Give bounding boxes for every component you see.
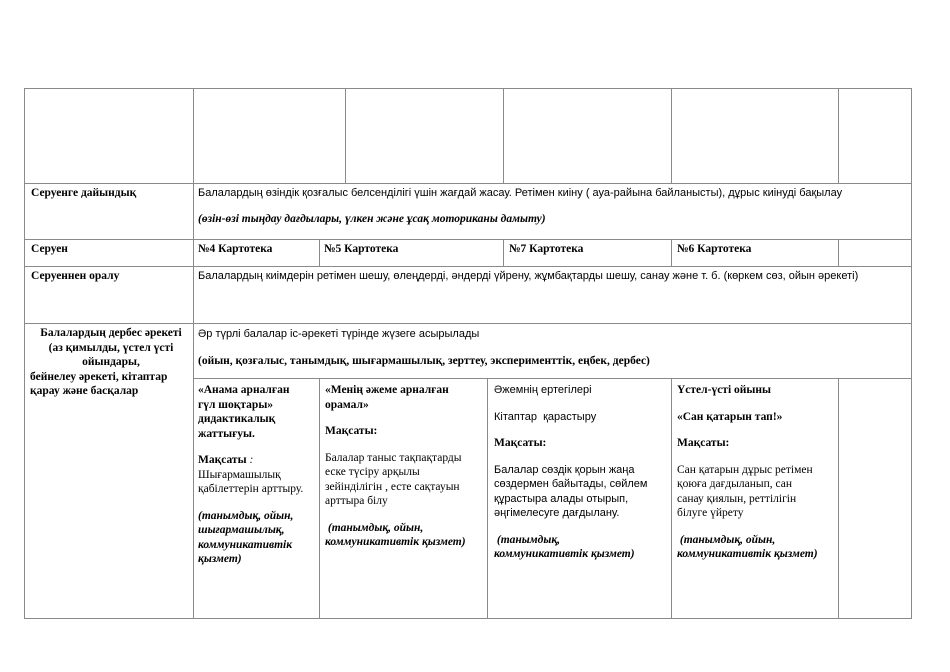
goal-line: сөздермен байытады, сөйлем — [494, 478, 648, 490]
row-divider — [24, 183, 912, 184]
tags-line: коммуникативтік қызмет) — [325, 536, 466, 548]
column-divider — [671, 239, 672, 267]
column-divider — [319, 378, 320, 619]
activity-card-3 — [494, 383, 669, 562]
activity-subtitle: Кітаптар қарастыру — [494, 410, 597, 423]
column-divider — [503, 239, 504, 267]
activity-title-line: «Анама арналған — [198, 384, 290, 396]
row-divider — [24, 323, 912, 324]
goal-line: зейінділігін , есте сақтауын — [325, 480, 460, 493]
independent-label-line: ойындары, — [82, 356, 140, 368]
independent-label — [30, 326, 192, 399]
column-divider — [193, 88, 194, 619]
walk-card-2: №5 Картотека — [324, 243, 399, 255]
activity-card-2 — [325, 383, 485, 550]
column-divider — [487, 378, 488, 619]
tags-line: коммуникативтік қызмет) — [677, 548, 818, 560]
goal-line: санау қиялын, реттілігін — [677, 492, 797, 505]
row-divider — [24, 266, 912, 267]
column-divider — [838, 239, 839, 267]
column-divider — [503, 88, 504, 184]
activity-title-line: гүл шоқтары» — [198, 398, 274, 411]
goal-line: Шығармашылық — [198, 468, 281, 481]
preparation-label: Серуенге дайындық — [31, 187, 137, 199]
goal-line: қоюға дағдыланып, сан — [677, 478, 793, 490]
preparation-text: Балалардың өзіндік қозғалыс белсенділігі үшін жағдай жасау. Ретімен киіну ( ауа-райына байланысты), дұрыс киінуді бақылау — [198, 187, 843, 199]
table-border-bottom — [24, 618, 912, 619]
activity-goal-heading — [198, 453, 316, 468]
table-border-right — [911, 88, 912, 619]
tags-line: (танымдық, — [494, 533, 561, 546]
activity-title-line: жаттығуы. — [198, 427, 255, 440]
tags-line: шығармашылық, — [198, 524, 285, 536]
independent-types: (ойын, қозғалыс, танымдық, шығармашылық, зерттеу, эксперименттік, еңбек, дербес) — [198, 355, 650, 367]
independent-label-line: Балалардың дербес әрекеті — [40, 327, 182, 339]
activity-title: Үстел-үсті ойыны — [677, 384, 771, 396]
goal-line: білуге үйрету — [677, 507, 744, 519]
tags-line: (танымдық, ойын, — [677, 533, 776, 546]
activity-title-line: дидактикалық — [198, 413, 276, 425]
column-divider — [838, 378, 839, 619]
column-divider — [671, 378, 672, 619]
goal-label: Мақсаты: — [325, 425, 378, 437]
row-divider — [193, 378, 912, 379]
activity-title-line: «Менің әжеме арналған — [325, 384, 449, 396]
walk-card-1: №4 Картотека — [198, 243, 273, 255]
independent-label-line: (аз қимылды, үстел үсті — [48, 341, 174, 354]
walk-label: Серуен — [31, 243, 68, 255]
activity-card-4 — [677, 383, 837, 562]
column-divider — [838, 88, 839, 184]
return-text: Балалардың киімдерін ретімен шешу, өлеңдерді, әндерді үйрену, жұмбақтарды шешу, санау және т. б. (көркем сөз, ойын әрекеті) — [198, 270, 859, 282]
goal-line: арттыра білу — [325, 495, 388, 507]
tags-line: коммуникативтік — [198, 538, 293, 551]
tags-line: қызмет) — [198, 553, 242, 565]
goal-line: әңгімелесуге дағдылану. — [494, 507, 620, 519]
goal-line: құрастыра алады отырып, — [494, 492, 629, 505]
activity-title: Әжемнің ертегілері — [494, 384, 592, 396]
walk-card-4: №6 Картотека — [677, 243, 752, 255]
column-divider — [345, 88, 346, 184]
goal-label: Мақсаты — [198, 454, 247, 466]
tags-line: коммуникативтік қызмет) — [494, 548, 635, 560]
goal-line: Балалар таныс тақпақтарды — [325, 451, 462, 464]
goal-line: Балалар сөздік қорын жаңа — [494, 463, 635, 476]
walk-card-3: №7 Картотека — [509, 243, 584, 255]
table-border-top — [24, 88, 912, 89]
column-divider — [319, 239, 320, 267]
return-label: Серуеннен оралу — [31, 270, 120, 282]
goal-line: еске түсіру арқылы — [325, 466, 420, 478]
goal-colon: : — [246, 454, 254, 466]
independent-label-line: бейнелеу әрекеті, кітаптар — [30, 370, 168, 383]
preparation-note: (өзін-өзі тыңдау дағдылары, үлкен және ұсақ моториканы дамыту) — [198, 213, 546, 225]
activity-title-line: орамал» — [325, 398, 369, 411]
row-divider — [24, 239, 912, 240]
independent-intro: Әр түрлі балалар іс-әрекеті түрінде жүзеге асырылады — [198, 328, 480, 340]
tags-line: (танымдық, ойын, — [198, 509, 294, 522]
goal-label: Мақсаты: — [677, 437, 730, 449]
goal-line: Сан қатарын дұрыс ретімен — [677, 463, 813, 476]
goal-label: Мақсаты: — [494, 437, 547, 449]
independent-label-line: қарау және басқалар — [30, 385, 139, 397]
goal-line: қабілеттерін арттыру. — [198, 483, 304, 495]
activity-card-1 — [198, 383, 316, 567]
table-border-left — [24, 88, 25, 619]
column-divider — [671, 88, 672, 184]
activity-subtitle: «Сан қатарын тап!» — [677, 410, 783, 423]
tags-line: (танымдық, ойын, — [325, 521, 424, 534]
